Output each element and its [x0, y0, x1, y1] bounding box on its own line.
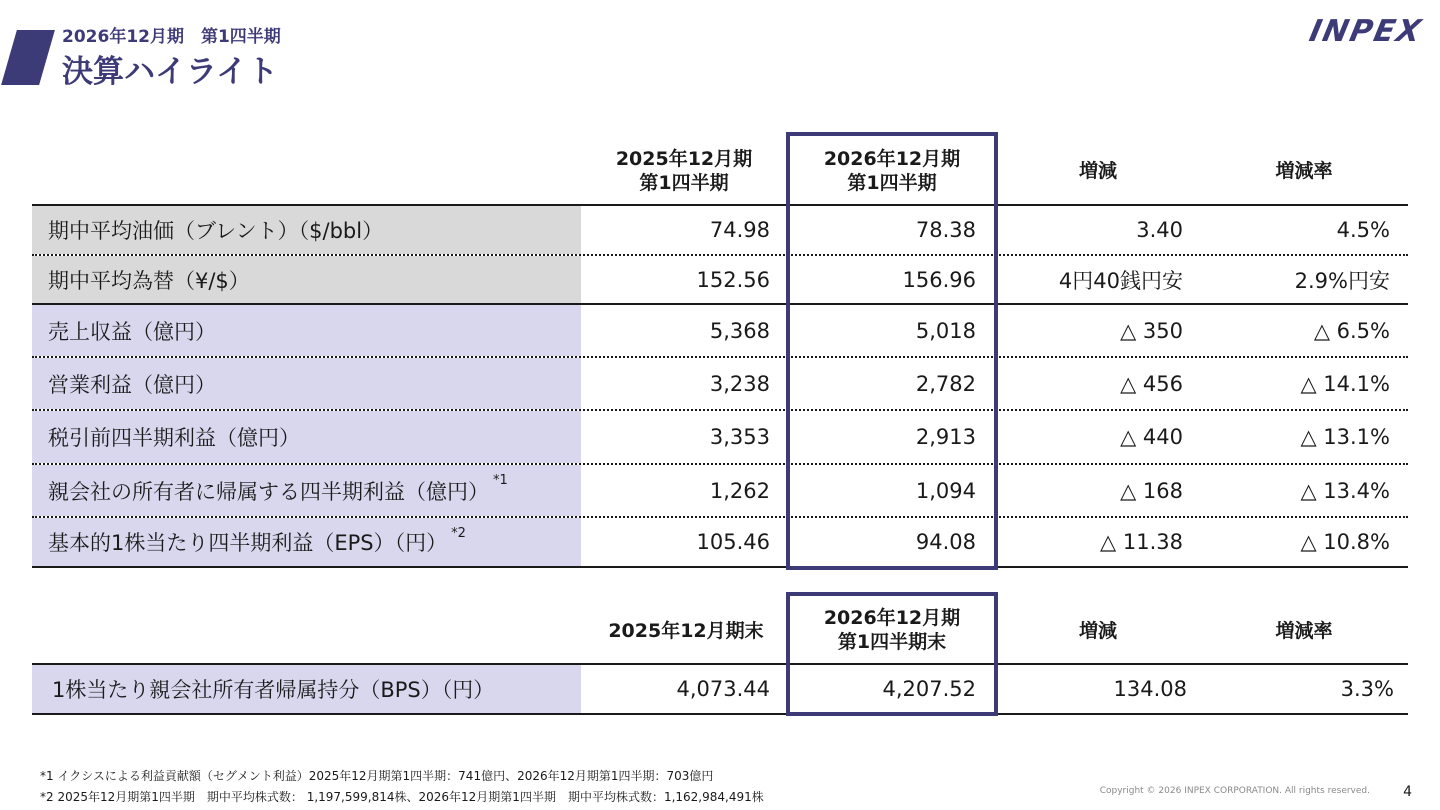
col-header-prev-line2: 第1四半期	[639, 172, 729, 194]
row-label-fx-rate: 期中平均為替（¥/$）	[32, 256, 581, 303]
cell-rate: 2.9%円安	[1294, 268, 1390, 293]
cell-rate: △ 13.1%	[1300, 425, 1390, 449]
cell-rate: △ 14.1%	[1300, 371, 1390, 396]
footnote-2: *2 2025年12月期第1四半期 期中平均株式数： 1,197,599,814株、2026年12月期第1四半期 期中平均株式数：1,162,984,491株	[40, 790, 764, 804]
cell-change: 3.40	[1136, 218, 1183, 242]
cell-rate: △ 10.8%	[1300, 530, 1390, 554]
cell-curr: 94.08	[915, 530, 976, 554]
cell-prev: 152.56	[696, 267, 770, 292]
cell-curr: 5,018	[915, 318, 976, 343]
col-header-prev-line1: 2025年12月期	[615, 148, 753, 170]
col-header-change: 増減	[1078, 160, 1117, 182]
page-subtitle: 2026年12月期 第1四半期	[62, 27, 281, 47]
cell-curr: 4,207.52	[882, 677, 976, 701]
cell-curr: 2,913	[915, 425, 976, 449]
header-accent-bar	[1, 30, 55, 85]
page-number: 4	[1403, 784, 1412, 800]
cell-curr: 78.38	[915, 218, 976, 242]
table2-bottom-rule	[32, 713, 1408, 715]
col-header-rate: 増減率	[1275, 160, 1333, 182]
col-header-curr-end-line1: 2026年12月期	[823, 607, 961, 629]
footnote-ref: *2	[451, 526, 466, 541]
cell-rate: △ 13.4%	[1300, 478, 1390, 503]
row-label-operating-profit: 営業利益（億円）	[32, 358, 581, 409]
col-header-prev	[584, 147, 784, 195]
cell-prev: 5,368	[709, 318, 770, 343]
cell-change: △ 350	[1120, 318, 1183, 343]
cell-change: △ 11.38	[1100, 530, 1183, 554]
cell-rate: 4.5%	[1336, 218, 1390, 242]
row-label-oil-price: 期中平均油価（ブレント）（$/bbl）	[32, 206, 581, 254]
cell-prev: 74.98	[709, 218, 770, 242]
cell-prev: 4,073.44	[676, 677, 770, 701]
table1-bottom-rule	[32, 566, 1408, 568]
cell-rate: △ 6.5%	[1313, 318, 1390, 343]
copyright: Copyright © 2026 INPEX CORPORATION. All rights reserved.	[1099, 786, 1370, 796]
col-header-change-2: 増減	[1078, 620, 1117, 642]
col-header-rate-2: 増減率	[1275, 620, 1333, 642]
col-header-curr-end-line2: 第1四半期末	[837, 631, 947, 653]
col-header-prev-end: 2025年12月期末	[608, 620, 764, 642]
cell-change: △ 440	[1120, 425, 1183, 449]
cell-change: 134.08	[1113, 677, 1187, 701]
row-label-bps: 1株当たり親会社所有者帰属持分（BPS）（円）	[32, 665, 581, 713]
page-title: 決算ハイライト	[62, 54, 279, 90]
cell-change: 4円40銭円安	[1058, 268, 1183, 293]
current-period-highlight-2	[786, 592, 998, 716]
row-label-eps: 基本的1株当たり四半期利益（EPS）（円） $^{*2}$	[32, 518, 581, 566]
cell-prev: 1,262	[709, 478, 770, 503]
cell-prev: 3,238	[709, 371, 770, 396]
cell-curr: 2,782	[915, 371, 976, 396]
cell-rate: 3.3%	[1340, 677, 1394, 701]
row-label-pretax-profit: 税引前四半期利益（億円）	[32, 411, 581, 463]
col-header-curr-line2: 第1四半期	[847, 172, 937, 194]
cell-prev: 105.46	[696, 530, 770, 554]
current-period-highlight	[786, 132, 998, 570]
row-label-net-profit: 親会社の所有者に帰属する四半期利益（億円） $^{*1}$	[32, 465, 581, 516]
row-label-revenue: 売上収益（億円）	[32, 305, 581, 356]
inpex-logo: INPEX	[1306, 14, 1426, 49]
cell-change: △ 456	[1120, 371, 1183, 396]
cell-curr: 1,094	[915, 478, 976, 503]
footnote-ref: *1	[493, 473, 508, 488]
footnote-1: *1 イクシスによる利益貢献額（セグメント利益）2025年12月期第1四半期：741億円、2026年12月期第1四半期：703億円	[40, 769, 714, 783]
cell-change: △ 168	[1120, 478, 1183, 503]
cell-curr: 156.96	[902, 267, 976, 292]
cell-prev: 3,353	[709, 425, 770, 449]
col-header-curr-line1: 2026年12月期	[823, 148, 961, 170]
